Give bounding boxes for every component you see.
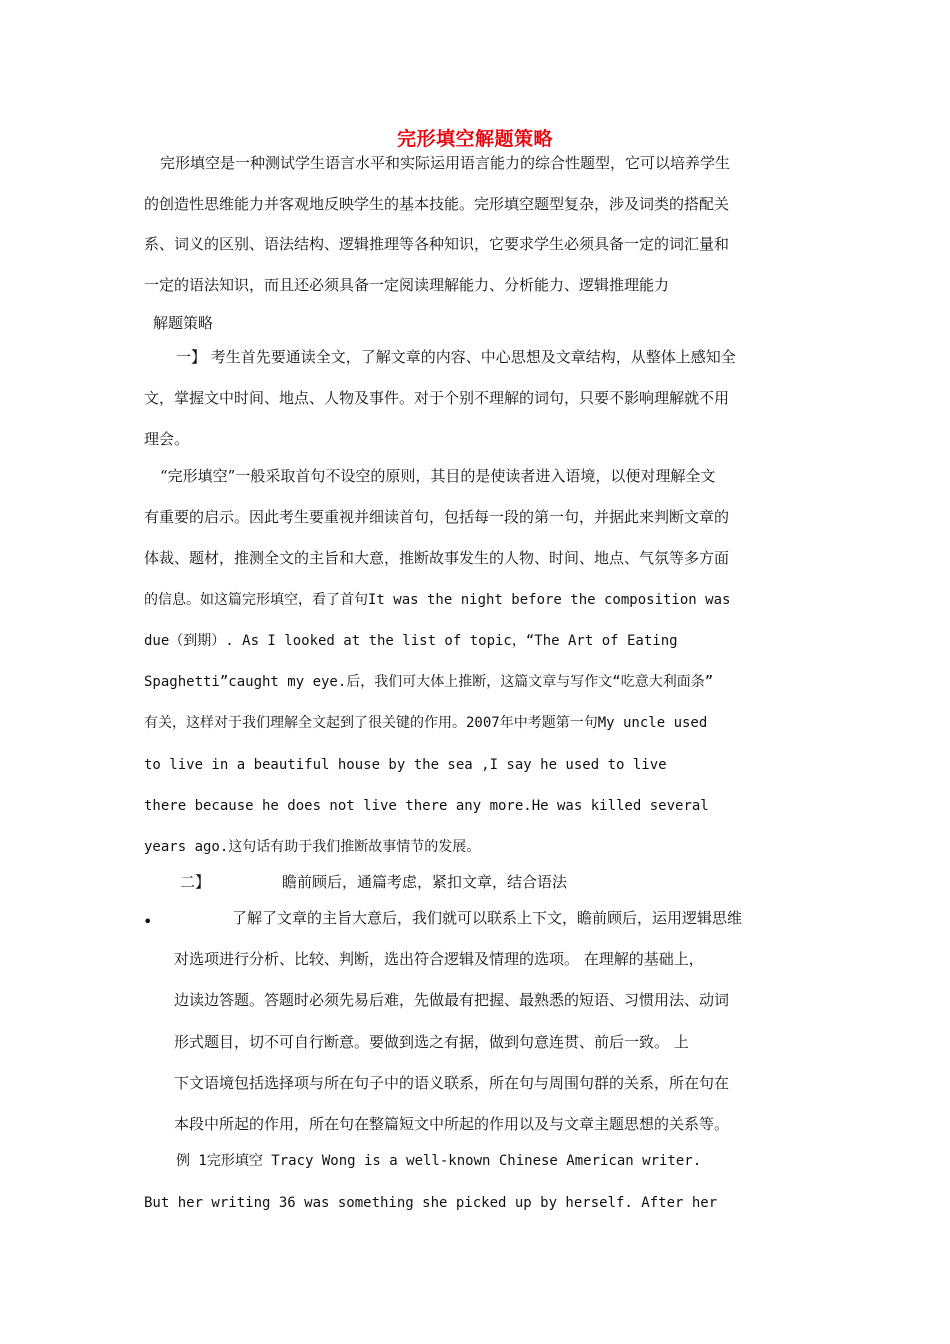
intro-line-3: 系、词义的区别、语法结构、逻辑推理等各种知识，它要求学生必须具备一定的词汇量和 (144, 235, 730, 253)
para2-line-6: Spaghetti”caught my eye.后，我们可大体上推断，这篇文章与写作文“吃意大利面条” (144, 674, 714, 690)
document-title: 完形填空解题策略 (396, 128, 553, 150)
bullet-line-5: 下文语境包括选择项与所在句子中的语义联系，所在句与周围句群的关系，所在句在 (174, 1074, 730, 1092)
para2-line-2: 有重要的启示。因此考生要重视并细读首句，包括每一段的第一句，并据此来判断文章的 (144, 508, 730, 526)
para2-line-5: due（到期）. As I looked at the list of topic，“The Art of Eating (144, 633, 678, 649)
para2-line-7: 有关，这样对于我们理解全文起到了很关键的作用。2007年中考题第一句My uncle used (144, 715, 708, 731)
step1-line-2: 文，掌握文中时间、地点、人物及事件。对于个别不理解的词句，只要不影响理解就不用 (144, 389, 730, 407)
bullet-marker: • (143, 912, 153, 931)
para2-line-3: 体裁、题材，推测全文的主旨和大意，推断故事发生的人物、时间、地点、气氛等多方面 (144, 549, 730, 567)
intro-line-2: 的创造性思维能力并客观地反映学生的基本技能。完形填空题型复杂，涉及词类的搭配关 (144, 195, 730, 213)
intro-line-4: 一定的语法知识，而且还必须具备一定阅读理解能力、分析能力、逻辑推理能力 (144, 276, 670, 294)
para2-line-10: years ago.这句话有助于我们推断故事情节的发展。 (144, 839, 481, 855)
step1-line-1: 一】 考生首先要通读全文，了解文章的内容、中心思想及文章结构，从整体上感知全 (176, 348, 736, 366)
bullet-line-1: 了解了文章的主旨大意后，我们就可以联系上下文，瞻前顾后，运用逻辑思维 (232, 909, 743, 927)
step1-line-3: 理会。 (144, 430, 190, 448)
step2-heading: 瞻前顾后，通篇考虑，紧扣文章，结合语法 (282, 873, 568, 891)
bullet-line-6: 本段中所起的作用，所在句在整篇短文中所起的作用以及与文章主题思想的关系等。 (174, 1115, 730, 1133)
step2-label: 二】 (180, 873, 211, 891)
section-heading: 解题策略 (153, 314, 214, 332)
para2-line-9: there because he does not live there any more.He was killed several (144, 798, 709, 814)
para2-line-8: to live in a beautiful house by the sea ,I say he used to live (144, 757, 667, 773)
para2-line-1: “完形填空”一般采取首句不设空的原则，其目的是使读者进入语境，以便对理解全文 (160, 467, 716, 485)
example-line-1: 例 1完形填空 Tracy Wong is a well-known Chinese American writer. (176, 1153, 702, 1169)
example-line-2: But her writing 36 was something she picked up by herself. After her (144, 1195, 718, 1211)
para2-line-4: 的信息。如这篇完形填空，看了首句It was the night before the composition was (144, 592, 731, 608)
bullet-line-3: 边读边答题。答题时必须先易后难，先做最有把握、最熟悉的短语、习惯用法、动词 (174, 991, 730, 1009)
bullet-line-2: 对选项进行分析、比较、判断，选出符合逻辑及情理的选项。 在理解的基础上， (174, 950, 704, 968)
intro-line-1: 完形填空是一种测试学生语言水平和实际运用语言能力的综合性题型，它可以培养学生 (160, 154, 731, 172)
bullet-line-4: 形式题目，切不可自行断意。要做到选之有据，做到句意连贯、前后一致。 上 (174, 1033, 689, 1051)
